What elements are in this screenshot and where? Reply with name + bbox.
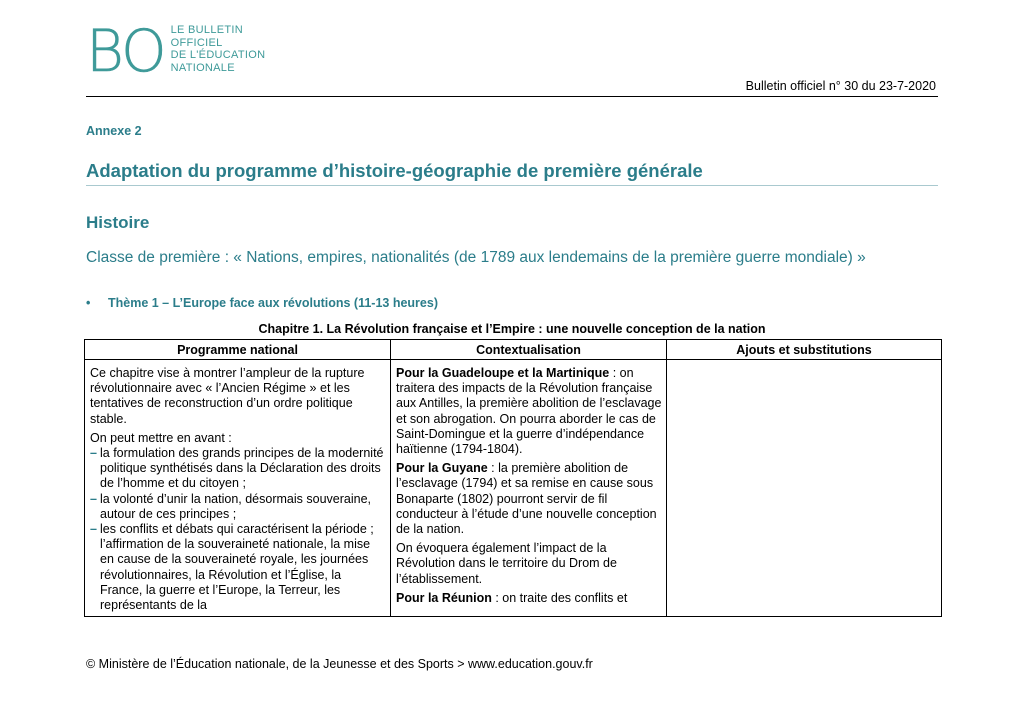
list-item-text: les conflits et débats qui caractérisent la période ; l’affirmation de la souveraineté nationale, la mise en cause de la souveraineté royale, les journées révolutionnaires, la Révolution et l’Église, la France, la guerre et l’Europe, la Terreur, les représentants de la [100,522,374,613]
context-lead: Pour la Guadeloupe et la Martinique [396,366,610,380]
context-text: : on traitera des impacts de la Révolution française aux Antilles, la première abolition de l’esclavage et son abrogation. On pourra aborder le cas de Saint-Domingue et la guerre d’indépendance haïtienne (1794-1804). [396,366,662,457]
theme-heading [86,296,438,310]
table-header-row [85,340,942,360]
context-text: : la première abolition de l’esclavage (1794) et sa remise en cause sous Bonaparte (1802) pourront servir de fil conducteur à l’étude d’une nouvelle conception de la nation. [396,461,657,537]
header-divider [86,96,938,97]
context-paragraph [396,591,662,606]
bulletin-reference: Bulletin officiel n° 30 du 23-7-2020 [745,79,936,93]
logo-line: LE BULLETIN [170,24,244,36]
context-text: On évoquera également l’impact de la Révolution dans le territoire du Drom de l’établissement. [396,541,617,586]
page-title: Adaptation du programme d’histoire-géographie de première générale [86,160,703,181]
dash-marker: – [90,491,97,506]
footer-copyright: © Ministère de l’Éducation nationale, de la Jeunesse et des Sports > www.education.gouv.fr [86,657,593,671]
table-row [85,360,942,617]
context-lead: Pour la Guyane [396,461,488,476]
bo-logo [86,17,266,85]
class-title: Classe de première : « Nations, empires, nationalités (de 1789 aux lendemains de la première guerre mondiale) » [86,249,866,266]
context-paragraph [396,366,662,457]
logo-line: NATIONALE [170,61,235,74]
column-header-contextualisation: Contextualisation [391,340,667,360]
list-item-text: la volonté d’unir la nation, désormais souveraine, autour de ces principes ; [100,491,371,521]
list-item [90,522,386,613]
programme-intro: Ce chapitre vise à montrer l’ampleur de la rupture révolutionnaire avec « l’Ancien Régime » et les tentatives de reconstruction d’un ordre politique stable. [90,366,365,426]
theme-bullet: • [86,296,91,310]
chapter-title: Chapitre 1. La Révolution française et l’Empire : une nouvelle conception de la nation [258,322,766,336]
contextualisation-cell [391,360,667,617]
title-divider [86,185,938,186]
theme-text: Thème 1 – L’Europe face aux révolutions (11-13 heures) [108,296,438,310]
ajouts-cell [667,360,942,617]
ajouts-content [667,360,941,616]
context-paragraph [396,461,662,537]
context-text: : on traite des conflits et [491,590,628,605]
context-paragraph [396,541,662,587]
list-item [90,492,386,522]
bo-logo-text [171,22,266,74]
annexe-label: Annexe 2 [86,124,142,138]
list-item-text: la formulation des grands principes de la modernité politique synthétisés dans la Déclaration des droits de l’homme et du citoyen ; [100,446,384,491]
programme-lead: On peut mettre en avant : [90,430,232,445]
dash-marker: – [90,522,97,537]
context-lead: Pour la Réunion [396,590,492,605]
column-header-programme: Programme national [85,340,391,360]
section-title: Histoire [86,213,150,232]
programme-cell [85,360,391,617]
logo-line: OFFICIEL [170,36,223,49]
programme-table [84,339,942,617]
bo-logo-mark: BO [86,17,165,85]
dash-marker: – [90,446,97,461]
column-header-ajouts: Ajouts et substitutions [667,340,942,360]
logo-line: DE L'ÉDUCATION [170,49,266,61]
list-item [90,446,386,492]
